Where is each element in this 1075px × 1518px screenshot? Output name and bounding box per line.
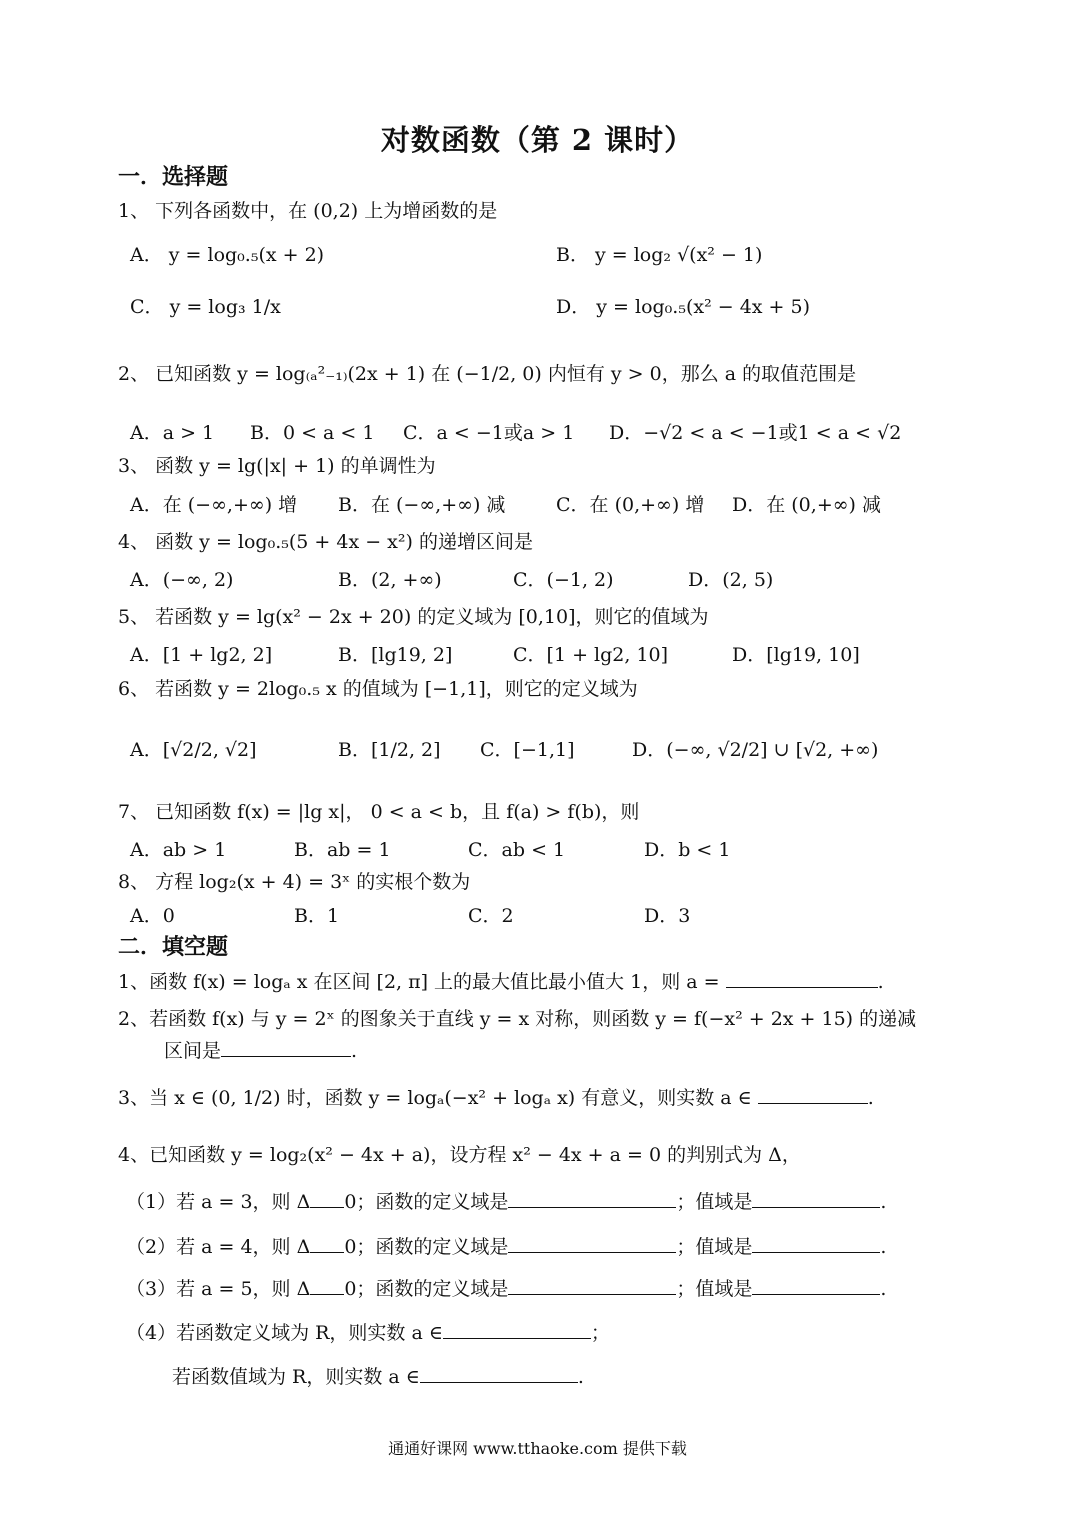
choice-5-option-d: D．[lg19, 10] [732, 644, 860, 666]
fill-4-sub-2 [126, 1232, 886, 1259]
fill-2-period: . [351, 1040, 358, 1062]
choice-6-option-d: D．(−∞, √2/2] ∪ [√2, +∞) [632, 739, 879, 761]
fill-4-2-domain-label: 0；函数的定义域是 [344, 1236, 509, 1258]
choice-7-option-a: A．ab > 1 [130, 839, 227, 861]
fill-4-sub-4b-text: 若函数值域为 R，则实数 a ∈ [172, 1366, 420, 1388]
fill-1-answer-blank[interactable] [726, 969, 878, 988]
fill-question-2-line2 [164, 1036, 357, 1063]
fill-4-3-delta-blank[interactable] [310, 1276, 344, 1295]
choice-question-6-stem: 6、 若函数 y = 2log₀.₅ x 的值域为 [−1,1]，则它的定义域为 [118, 678, 638, 700]
choice-5-option-b: B．[lg19, 2] [338, 644, 453, 666]
choice-8-option-a: A．0 [130, 905, 175, 927]
fill-4-sub-1-text: （1）若 a = 3，则 Δ [126, 1191, 311, 1213]
fill-4-2-range-label: ；值域是 [676, 1236, 753, 1258]
fill-4-2-domain-blank[interactable] [508, 1234, 676, 1253]
fill-4-3-domain-label: 0；函数的定义域是 [344, 1278, 509, 1300]
choice-6-option-a: A．[√2/2, √2] [130, 739, 257, 761]
fill-question-2-text: 区间是 [164, 1040, 222, 1062]
fill-4-1-delta-blank[interactable] [310, 1189, 344, 1208]
choice-4-option-b: B．(2, +∞) [338, 569, 442, 591]
fill-4-1-domain-label: 0；函数的定义域是 [344, 1191, 509, 1213]
choice-5-option-a: A．[1 + lg2, 2] [130, 644, 273, 666]
fill-4-4-semicolon: ； [590, 1322, 610, 1344]
fill-question-2-line1: 2、若函数 f(x) 与 y = 2ˣ 的图象关于直线 y = x 对称，则函数 y = f(−x² + 2x + 15) 的递减 [118, 1008, 917, 1030]
fill-4-sub-2-text: （2）若 a = 4，则 Δ [126, 1236, 311, 1258]
fill-4-1-range-label: ；值域是 [676, 1191, 753, 1213]
choice-question-8-stem: 8、 方程 log₂(x + 4) = 3ˣ 的实根个数为 [118, 871, 471, 893]
choice-3-option-b: B．在 (−∞,+∞) 减 [338, 494, 506, 516]
fill-4-sub-4a-text: （4）若函数定义域为 R，则实数 a ∈ [126, 1322, 443, 1344]
fill-question-1 [118, 967, 884, 994]
choice-2-option-a: A．a > 1 [130, 422, 215, 444]
choice-question-5-stem: 5、 若函数 y = lg(x² − 2x + 20) 的定义域为 [0,10]，则它的值域为 [118, 606, 709, 628]
fill-question-4: 4、已知函数 y = log₂(x² − 4x + a)，设方程 x² − 4x + a = 0 的判别式为 Δ， [118, 1144, 801, 1166]
fill-2-answer-blank[interactable] [221, 1038, 351, 1057]
fill-4-2-range-blank[interactable] [752, 1234, 880, 1253]
choice-question-1-stem: 1、 下列各函数中，在 (0,2) 上为增函数的是 [118, 200, 498, 222]
choice-3-option-c: C．在 (0,+∞) 增 [556, 494, 705, 516]
fill-1-period: . [877, 971, 884, 993]
choice-question-3-stem: 3、 函数 y = lg(|x| + 1) 的单调性为 [118, 455, 436, 477]
fill-4-3-domain-blank[interactable] [508, 1276, 676, 1295]
fill-4-4-period: . [577, 1366, 584, 1388]
fill-4-sub-3-text: （3）若 a = 5，则 Δ [126, 1278, 311, 1300]
fill-3-period: . [867, 1087, 874, 1109]
fill-4-sub-4-line1 [126, 1318, 610, 1345]
choice-6-option-b: B．[1/2, 2] [338, 739, 441, 761]
choice-question-4-stem: 4、 函数 y = log₀.₅(5 + 4x − x²) 的递增区间是 [118, 531, 533, 553]
fill-4-sub-3 [126, 1274, 886, 1301]
choice-4-option-a: A．(−∞, 2) [130, 569, 234, 591]
fill-4-2-period: . [880, 1236, 887, 1258]
choice-7-option-d: D．b < 1 [644, 839, 731, 861]
choice-question-7-stem: 7、 已知函数 f(x) = |lg x|， 0 < a < b，且 f(a) > f(b)，则 [118, 801, 640, 823]
choice-2-option-b: B．0 < a < 1 [250, 422, 375, 444]
fill-question-1-text: 1、函数 f(x) = logₐ x 在区间 [2, π] 上的最大值比最小值大 1，则 a = [118, 971, 720, 993]
fill-4-3-period: . [880, 1278, 887, 1300]
choice-2-option-d: D．−√2 < a < −1或1 < a < √2 [609, 422, 902, 444]
fill-3-answer-blank[interactable] [758, 1085, 868, 1104]
choice-6-option-c: C．[−1,1] [480, 739, 575, 761]
page-title: 对数函数（第 2 课时） [380, 123, 695, 157]
choice-3-option-d: D．在 (0,+∞) 减 [732, 494, 882, 516]
fill-question-3-text: 3、当 x ∈ (0, 1/2) 时，函数 y = logₐ(−x² + logₐ x) 有意义，则实数 a ∈ [118, 1087, 752, 1109]
fill-4-1-range-blank[interactable] [752, 1189, 880, 1208]
fill-4-1-domain-blank[interactable] [508, 1189, 676, 1208]
choice-4-option-d: D．(2, 5) [688, 569, 774, 591]
fill-4-4-domain-r-blank[interactable] [443, 1320, 591, 1339]
choice-1-option-d: D． y = log₀.₅(x² − 4x + 5) [556, 296, 811, 318]
section-choice-heading: 一．选择题 [118, 164, 229, 190]
choice-8-option-b: B．1 [294, 905, 340, 927]
page-footer: 通通好课网 www.tthaoke.com 提供下载 [388, 1439, 687, 1458]
choice-7-option-c: C．ab < 1 [468, 839, 566, 861]
choice-5-option-c: C．[1 + lg2, 10] [513, 644, 669, 666]
choice-7-option-b: B．ab = 1 [294, 839, 391, 861]
choice-4-option-c: C．(−1, 2) [513, 569, 614, 591]
fill-question-3 [118, 1083, 874, 1110]
fill-4-sub-4-line2 [172, 1362, 584, 1389]
choice-8-option-d: D．3 [644, 905, 691, 927]
fill-4-1-period: . [880, 1191, 887, 1213]
fill-4-3-range-label: ；值域是 [676, 1278, 753, 1300]
fill-4-3-range-blank[interactable] [752, 1276, 880, 1295]
section-fill-heading: 二．填空题 [118, 934, 229, 960]
choice-question-2-stem: 2、 已知函数 y = log₍ₐ²₋₁₎(2x + 1) 在 (−1/2, 0) 内恒有 y > 0，那么 a 的取值范围是 [118, 363, 857, 385]
fill-4-sub-1 [126, 1187, 886, 1214]
choice-1-option-c: C． y = log₃ 1/x [130, 296, 281, 318]
fill-4-2-delta-blank[interactable] [310, 1234, 344, 1253]
choice-2-option-c: C．a < −1或a > 1 [403, 422, 575, 444]
choice-1-option-a: A． y = log₀.₅(x + 2) [130, 244, 325, 266]
fill-4-4-range-r-blank[interactable] [420, 1364, 578, 1383]
choice-1-option-b: B． y = log₂ √(x² − 1) [556, 244, 763, 266]
choice-3-option-a: A．在 (−∞,+∞) 增 [130, 494, 298, 516]
choice-8-option-c: C．2 [468, 905, 514, 927]
